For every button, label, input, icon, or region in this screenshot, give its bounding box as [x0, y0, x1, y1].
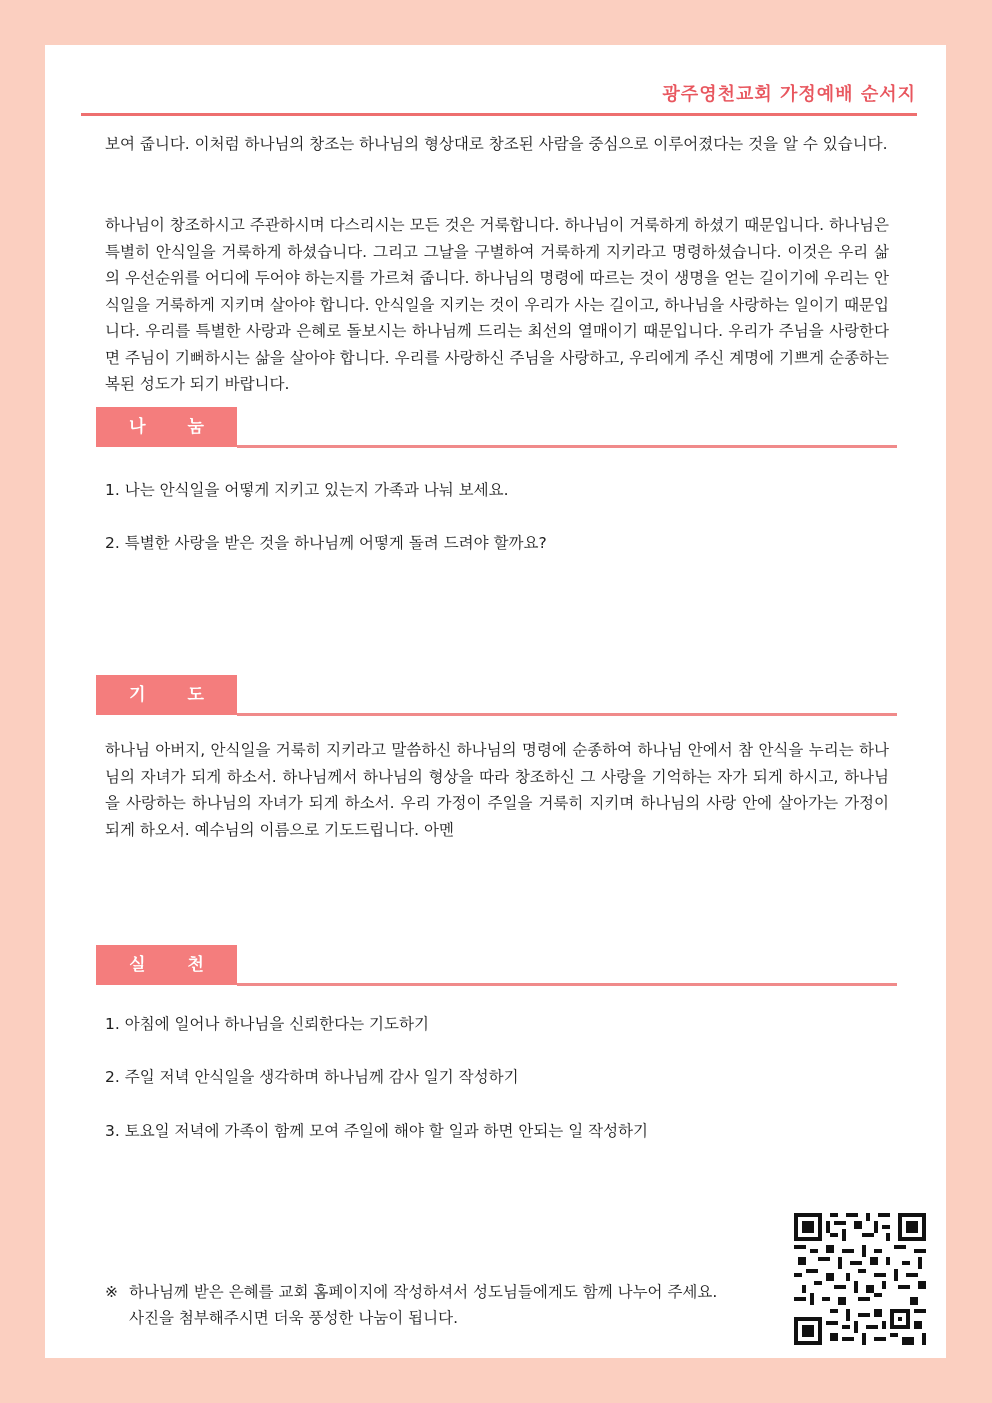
- header-title: 광주영천교회 가정예배 순서지: [662, 84, 916, 105]
- section-header-practice: [96, 945, 897, 987]
- worship-sheet-page: [45, 45, 946, 1358]
- sharing-item-2: 2. 특별한 사랑을 받은 것을 하나님께 어떻게 돌려 드려야 할까요?: [105, 534, 547, 552]
- section-header-sharing: [96, 407, 897, 449]
- sharing-item-1: 1. 나는 안식일을 어떻게 지키고 있는지 가족과 나눠 보세요.: [105, 481, 509, 499]
- reference-mark: ※: [105, 1283, 118, 1301]
- header-divider: [81, 113, 917, 116]
- section-tab-sharing: 나 눔: [96, 407, 237, 447]
- footer-note: [105, 1279, 785, 1331]
- section-rule: [237, 713, 897, 716]
- section-rule: [237, 983, 897, 986]
- section-tab-practice: 실 천: [96, 945, 237, 985]
- intro-paragraph-1: 보여 줍니다. 이처럼 하나님의 창조는 하나님의 형상대로 창조된 사람을 중심으로 이루어졌다는 것을 알 수 있습니다.: [105, 135, 888, 153]
- section-rule: [237, 445, 897, 448]
- intro-paragraph-2: 하나님이 창조하시고 주관하시며 다스리시는 모든 것은 거룩합니다. 하나님이 거룩하게 하셨기 때문입니다. 하나님은 특별히 안식일을 거룩하게 하셨습니다. 그리고 그날을 구별하여 거룩하게 지키라고 명령하셨습니다. 이것은 우리 삶의 우선순위를 어디에 두어야 하는지를 가르쳐 줍니다. 하나님의 명령에 따르는 것이 생명을 얻는 길이기에 우리는 안식일을 거룩하게 지키며 살아야 합니다. 안식일을 지키는 것이 우리가 사는 길이고, 하나님을 사랑하는 일이기 때문입니다. 우리를 특별한 사랑과 은혜로 돌보시는 하나님께 드리는 최선의 열매이기 때문입니다. 우리가 주님을 사랑한다면 주님이 기뻐하시는 삶을 살아야 합니다. 우리를 사랑하신 주님을 사랑하고, 우리에게 주신 계명에 기쁘게 순종하는 복된 성도가 되기 바랍니다.: [105, 216, 889, 393]
- prayer-paragraph: 하나님 아버지, 안식일을 거룩히 지키라고 말씀하신 하나님의 명령에 순종하여 하나님 안에서 참 안식을 누리는 하나님의 자녀가 되게 하소서. 하나님께서 하나님의 형상을 따라 창조하신 그 사랑을 기억하는 자가 되게 하시고, 하나님을 사랑하는 하나님의 자녀가 되게 하소서. 우리 가정이 주일을 거룩히 지키며 하나님의 사랑 안에 살아가는 가정이 되게 하오서. 예수님의 이름으로 기도드립니다. 아멘: [105, 741, 889, 839]
- practice-item-2: 2. 주일 저녁 안식일을 생각하며 하나님께 감사 일기 작성하기: [105, 1068, 519, 1086]
- footer-note-line-1: 하나님께 받은 은혜를 교회 홈페이지에 작성하셔서 성도님들에게도 함께 나누어 주세요.: [129, 1283, 718, 1301]
- section-header-prayer: [96, 675, 897, 717]
- practice-item-3: 3. 토요일 저녁에 가족이 함께 모여 주일에 해야 할 일과 하면 안되는 일 작성하기: [105, 1122, 649, 1140]
- qr-code-icon[interactable]: [794, 1213, 926, 1345]
- footer-note-line-2: 사진을 첨부해주시면 더욱 풍성한 나눔이 됩니다.: [129, 1309, 459, 1327]
- section-tab-prayer: 기 도: [96, 675, 237, 715]
- practice-item-1: 1. 아침에 일어나 하나님을 신뢰한다는 기도하기: [105, 1015, 429, 1033]
